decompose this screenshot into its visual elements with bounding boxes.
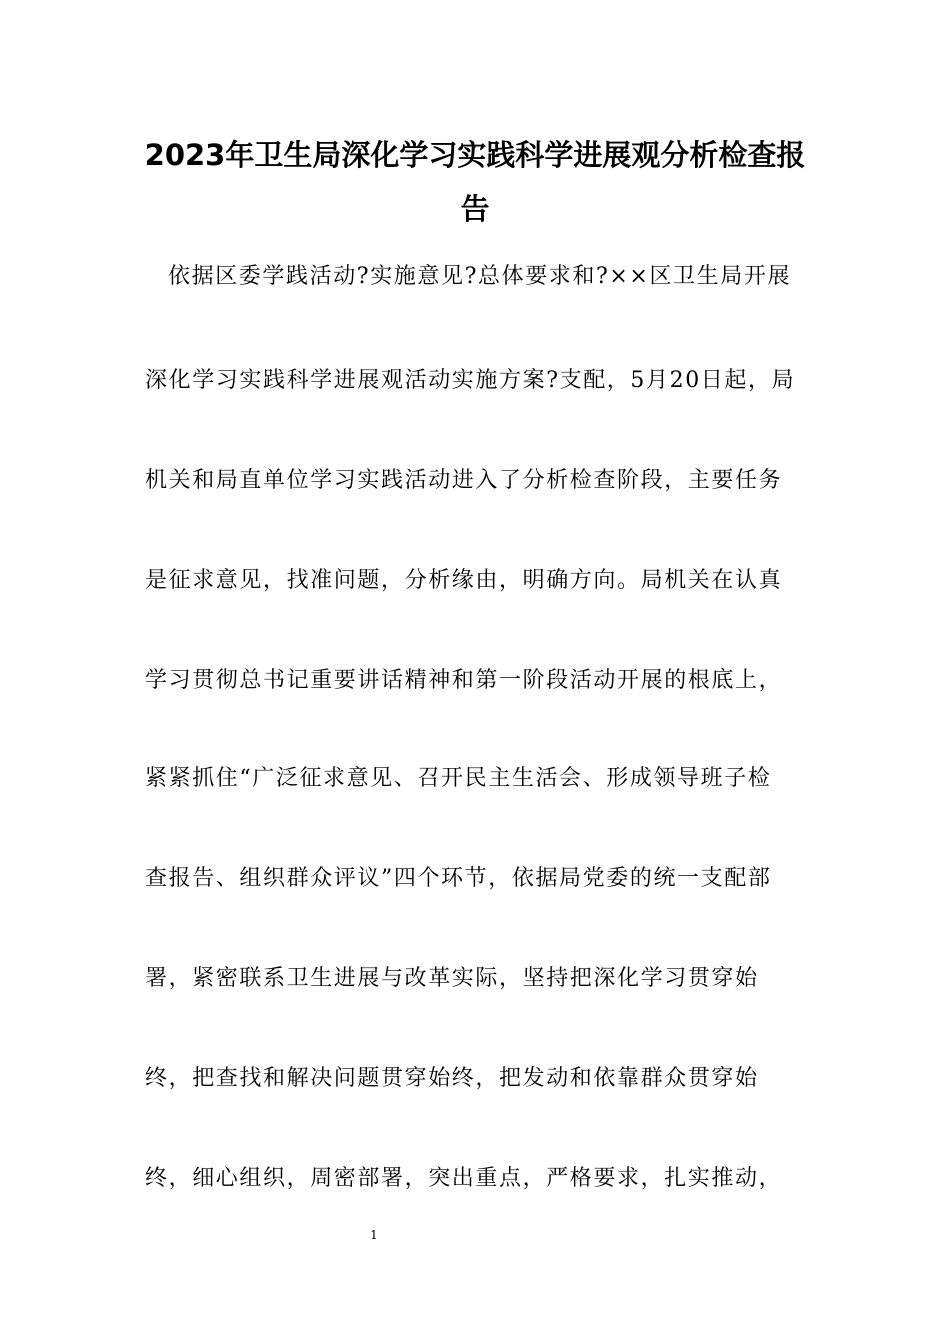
body-line-10: 终，细心组织，周密部署，突出重点，严格要求，扎实推动， (145, 1166, 783, 1191)
document-title-line-1: 2023年卫生局深化学习实践科学进展观分析检查报 (144, 138, 806, 172)
body-line-9: 终，把查找和解决问题贯穿始终，把发动和依靠群众贯穿始 (145, 1066, 759, 1091)
body-line-1: 依据区委学践活动?实施意见?总体要求和?××区卫生局开展 (168, 264, 792, 289)
document-title-line-2: 告 (460, 192, 490, 226)
body-line-2: 深化学习实践科学进展观活动实施方案?支配，5月20日起，局 (145, 368, 796, 393)
body-line-4: 是征求意见，找准问题，分析缘由，明确方向。局机关在认真 (145, 568, 783, 593)
body-line-8: 署，紧密联系卫生进展与改革实际，坚持把深化学习贯穿始 (145, 966, 759, 991)
body-line-6: 紧紧抓住“广泛征求意见、召开民主生活会、形成领导班子检 (145, 766, 772, 791)
page-number: 1 (370, 1228, 378, 1242)
body-line-5: 学习贯彻总书记重要讲话精神和第一阶段活动开展的根底上， (145, 668, 783, 693)
body-line-7: 查报告、组织群众评议”四个环节，依据局党委的统一支配部 (145, 866, 772, 891)
body-line-3: 机关和局直单位学习实践活动进入了分析检查阶段，主要任务 (145, 468, 783, 493)
